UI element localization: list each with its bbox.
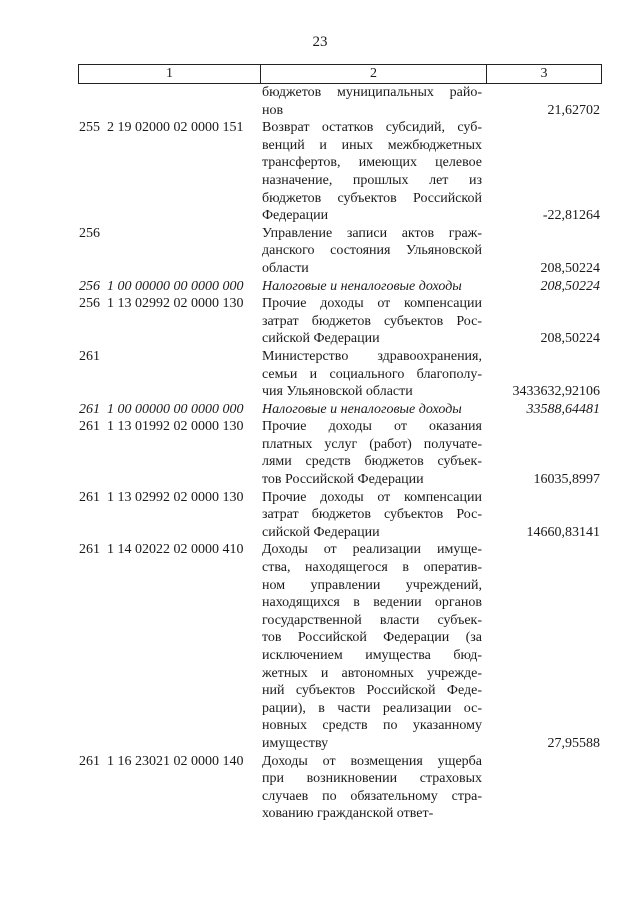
income-description bbox=[262, 295, 482, 348]
income-description bbox=[262, 84, 482, 119]
description-line: исключением имущества бюд- bbox=[262, 648, 482, 663]
classification-code: 261 1 13 02992 02 0000 130 bbox=[79, 489, 244, 505]
table-header bbox=[78, 64, 602, 84]
description-line: тов Российской Федерации (за bbox=[262, 630, 482, 646]
description-line: случаев по обязательному стра- bbox=[262, 788, 482, 804]
classification-code: 256 bbox=[79, 225, 100, 241]
income-description bbox=[262, 541, 482, 752]
description-line: данского состояния Ульяновской bbox=[262, 243, 482, 259]
income-description bbox=[262, 278, 482, 296]
description-line: ства, находящегося в оператив- bbox=[262, 560, 482, 576]
income-description bbox=[262, 119, 482, 225]
classification-code: 261 1 00 00000 00 0000 000 bbox=[79, 401, 244, 417]
description-line: бюджетов муниципальных райо- bbox=[262, 85, 482, 100]
description-line: трансфертов, имеющих целевое bbox=[262, 155, 482, 171]
description-line: Доходы от возмещения ущерба bbox=[262, 753, 482, 769]
table-row bbox=[78, 348, 602, 401]
income-description bbox=[262, 489, 482, 542]
classification-code: 256 1 00 00000 00 0000 000 bbox=[79, 278, 244, 294]
amount-value: 208,50224 bbox=[540, 278, 600, 294]
description-line: Управление записи актов граж- bbox=[262, 225, 482, 241]
description-line: затрат бюджетов субъектов Рос- bbox=[262, 313, 482, 329]
table-row bbox=[78, 418, 602, 488]
description-line: венций и иных межбюджетных bbox=[262, 137, 482, 153]
description-line: платных услуг (работ) получате- bbox=[262, 436, 482, 452]
description-line: рации), в части реализации ос- bbox=[262, 700, 482, 716]
description-line: Доходы от реализации имуще- bbox=[262, 542, 482, 558]
table-row bbox=[78, 119, 602, 225]
classification-code: 261 1 14 02022 02 0000 410 bbox=[79, 542, 244, 558]
table-row bbox=[78, 84, 602, 119]
description-line: сийской Федерации bbox=[262, 331, 380, 347]
description-line: при возникновении страховых bbox=[262, 771, 482, 787]
column-header-1: 1 bbox=[79, 65, 261, 83]
description-line: жетных и автономных учрежде- bbox=[262, 665, 482, 681]
classification-code: 261 1 13 01992 02 0000 130 bbox=[79, 419, 244, 435]
amount-value: 3433632,92106 bbox=[512, 384, 600, 400]
table-row bbox=[78, 225, 602, 278]
description-line: государственной власти субъек- bbox=[262, 612, 482, 628]
amount-value: 33588,64481 bbox=[526, 401, 600, 417]
income-description bbox=[262, 418, 482, 488]
amount-value: 21,62702 bbox=[547, 102, 600, 118]
income-description bbox=[262, 401, 482, 419]
table-row bbox=[78, 401, 602, 419]
description-line: Прочие доходы от оказания bbox=[262, 419, 482, 435]
amount-value: 27,95588 bbox=[547, 735, 600, 751]
classification-code: 261 1 16 23021 02 0000 140 bbox=[79, 753, 244, 769]
classification-code: 255 2 19 02000 02 0000 151 bbox=[79, 120, 244, 136]
description-line: затрат бюджетов субъектов Рос- bbox=[262, 507, 482, 523]
amount-value: 208,50224 bbox=[540, 260, 600, 276]
classification-code: 256 1 13 02992 02 0000 130 bbox=[79, 296, 244, 312]
description-line: Прочие доходы от компенсации bbox=[262, 489, 482, 505]
table-row bbox=[78, 278, 602, 296]
amount-value: 208,50224 bbox=[540, 331, 600, 347]
column-header-3: 3 bbox=[540, 66, 548, 81]
description-line: области bbox=[262, 260, 309, 276]
description-line: сийской Федерации bbox=[262, 524, 380, 540]
description-line: нов bbox=[262, 102, 284, 118]
description-line: имуществу bbox=[262, 735, 329, 751]
description-line: ний субъектов Российской Феде- bbox=[262, 683, 482, 699]
table-row bbox=[78, 295, 602, 348]
description-line: лями средств бюджетов субъек- bbox=[262, 454, 482, 470]
table-row bbox=[78, 489, 602, 542]
description-line: находящихся в ведении органов bbox=[262, 595, 482, 611]
description-line: тов Российской Федерации bbox=[262, 472, 424, 488]
table-row bbox=[78, 541, 602, 752]
page-number: 23 bbox=[312, 34, 328, 50]
column-header-2: 2 bbox=[261, 65, 487, 83]
amount-value: 14660,83141 bbox=[526, 524, 600, 540]
description-line: назначение, прошлых лет из bbox=[262, 172, 482, 188]
income-description bbox=[262, 753, 482, 823]
description-line: хованию гражданской ответ- bbox=[262, 806, 434, 822]
amount-value: 16035,8997 bbox=[533, 472, 600, 488]
description-line: Прочие доходы от компенсации bbox=[262, 296, 482, 312]
description-line: Возврат остатков субсидий, суб- bbox=[262, 120, 482, 136]
description-line: новных средств по указанному bbox=[262, 718, 482, 734]
description-line: Министерство здравоохранения, bbox=[262, 348, 482, 364]
description-line: ном управлении учреждений, bbox=[262, 577, 482, 593]
description-line: Федерации bbox=[262, 208, 329, 224]
table-row bbox=[78, 753, 602, 823]
amount-value: -22,81264 bbox=[542, 208, 600, 224]
description-line: чия Ульяновской области bbox=[262, 384, 413, 400]
classification-code: 261 bbox=[79, 348, 100, 364]
description-line: семьи и социального благополу- bbox=[262, 366, 482, 382]
table-body bbox=[78, 84, 602, 823]
description-line: бюджетов субъектов Российской bbox=[262, 190, 482, 206]
description-line: Налоговые и неналоговые доходы bbox=[262, 401, 462, 417]
income-description bbox=[262, 348, 482, 401]
income-description bbox=[262, 225, 482, 278]
description-line: Налоговые и неналоговые доходы bbox=[262, 278, 462, 294]
